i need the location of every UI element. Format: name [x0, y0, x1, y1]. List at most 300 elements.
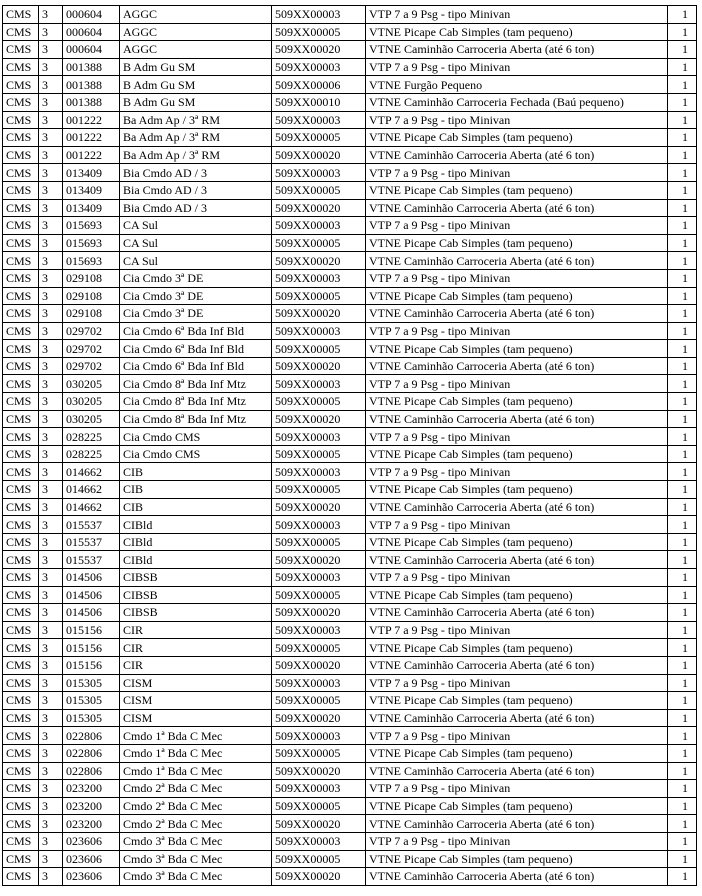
unit-name-cell: Cmdo 3ª Bda C Mec	[120, 868, 272, 886]
item-code-cell: 509XX00005	[272, 692, 366, 710]
table-row	[3, 322, 697, 340]
vehicle-description-cell: VTP 7 a 9 Psg - tipo Minivan	[366, 6, 668, 24]
unit-code-cell: 000604	[63, 6, 120, 24]
region-cell: 3	[39, 639, 63, 657]
table-row	[3, 516, 697, 534]
item-code-cell: 509XX00003	[272, 463, 366, 481]
command-cell: CMS	[3, 217, 39, 235]
quantity-cell: 1	[668, 234, 697, 252]
unit-name-cell: CA Sul	[120, 217, 272, 235]
command-cell: CMS	[3, 569, 39, 587]
table-row	[3, 639, 697, 657]
unit-code-cell: 029702	[63, 357, 120, 375]
unit-name-cell: Cia Cmdo CMS	[120, 445, 272, 463]
vehicle-description-cell: VTP 7 a 9 Psg - tipo Minivan	[366, 674, 668, 692]
quantity-cell: 1	[668, 217, 697, 235]
item-code-cell: 509XX00020	[272, 656, 366, 674]
command-cell: CMS	[3, 234, 39, 252]
quantity-cell: 1	[668, 481, 697, 499]
unit-name-cell: B Adm Gu SM	[120, 58, 272, 76]
quantity-cell: 1	[668, 621, 697, 639]
table-row	[3, 709, 697, 727]
quantity-cell: 1	[668, 551, 697, 569]
unit-name-cell: Cmdo 3ª Bda C Mec	[120, 832, 272, 850]
table-row	[3, 498, 697, 516]
vehicle-description-cell: VTNE Caminhão Carroceria Aberta (até 6 ton)	[366, 868, 668, 886]
unit-name-cell: AGGC	[120, 23, 272, 41]
unit-code-cell: 023606	[63, 850, 120, 868]
vehicle-description-cell: VTNE Picape Cab Simples (tam pequeno)	[366, 234, 668, 252]
quantity-cell: 1	[668, 287, 697, 305]
region-cell: 3	[39, 357, 63, 375]
command-cell: CMS	[3, 498, 39, 516]
quantity-cell: 1	[668, 604, 697, 622]
quantity-cell: 1	[668, 463, 697, 481]
vehicle-description-cell: VTNE Picape Cab Simples (tam pequeno)	[366, 287, 668, 305]
quantity-cell: 1	[668, 269, 697, 287]
region-cell: 3	[39, 850, 63, 868]
item-code-cell: 509XX00020	[272, 709, 366, 727]
table-row	[3, 357, 697, 375]
region-cell: 3	[39, 656, 63, 674]
item-code-cell: 509XX00005	[272, 481, 366, 499]
vehicle-description-cell: VTNE Picape Cab Simples (tam pequeno)	[366, 23, 668, 41]
item-code-cell: 509XX00005	[272, 234, 366, 252]
unit-code-cell: 022806	[63, 727, 120, 745]
command-cell: CMS	[3, 199, 39, 217]
unit-name-cell: Cia Cmdo 3ª DE	[120, 287, 272, 305]
unit-code-cell: 022806	[63, 744, 120, 762]
table-row	[3, 604, 697, 622]
command-cell: CMS	[3, 305, 39, 323]
unit-code-cell: 028225	[63, 445, 120, 463]
unit-name-cell: CISM	[120, 692, 272, 710]
table-row	[3, 41, 697, 59]
table-row	[3, 217, 697, 235]
vehicle-description-cell: VTNE Picape Cab Simples (tam pequeno)	[366, 340, 668, 358]
unit-name-cell: CIR	[120, 621, 272, 639]
unit-code-cell: 015537	[63, 516, 120, 534]
region-cell: 3	[39, 692, 63, 710]
unit-name-cell: CA Sul	[120, 234, 272, 252]
unit-name-cell: Ba Adm Ap / 3ª RM	[120, 129, 272, 147]
region-cell: 3	[39, 533, 63, 551]
unit-name-cell: CISM	[120, 709, 272, 727]
unit-name-cell: CIBSB	[120, 569, 272, 587]
quantity-cell: 1	[668, 76, 697, 94]
unit-code-cell: 014506	[63, 586, 120, 604]
command-cell: CMS	[3, 164, 39, 182]
command-cell: CMS	[3, 393, 39, 411]
command-cell: CMS	[3, 252, 39, 270]
unit-code-cell: 001388	[63, 58, 120, 76]
region-cell: 3	[39, 498, 63, 516]
unit-code-cell: 014662	[63, 498, 120, 516]
region-cell: 3	[39, 76, 63, 94]
vehicle-description-cell: VTNE Caminhão Carroceria Fechada (Baú pequeno)	[366, 93, 668, 111]
vehicle-description-cell: VTNE Caminhão Carroceria Aberta (até 6 ton)	[366, 252, 668, 270]
item-code-cell: 509XX00005	[272, 850, 366, 868]
unit-name-cell: Cmdo 2ª Bda C Mec	[120, 780, 272, 798]
command-cell: CMS	[3, 780, 39, 798]
vehicle-description-cell: VTNE Picape Cab Simples (tam pequeno)	[366, 639, 668, 657]
quantity-cell: 1	[668, 181, 697, 199]
command-cell: CMS	[3, 674, 39, 692]
vehicle-description-cell: VTP 7 a 9 Psg - tipo Minivan	[366, 217, 668, 235]
command-cell: CMS	[3, 709, 39, 727]
table-row	[3, 393, 697, 411]
unit-code-cell: 023200	[63, 815, 120, 833]
vehicle-description-cell: VTNE Caminhão Carroceria Aberta (até 6 ton)	[366, 762, 668, 780]
table-row	[3, 305, 697, 323]
item-code-cell: 509XX00005	[272, 744, 366, 762]
unit-code-cell: 001388	[63, 93, 120, 111]
region-cell: 3	[39, 93, 63, 111]
unit-code-cell: 015156	[63, 621, 120, 639]
item-code-cell: 509XX00020	[272, 357, 366, 375]
quantity-cell: 1	[668, 744, 697, 762]
vehicle-description-cell: VTP 7 a 9 Psg - tipo Minivan	[366, 164, 668, 182]
command-cell: CMS	[3, 551, 39, 569]
table-row	[3, 815, 697, 833]
unit-name-cell: AGGC	[120, 41, 272, 59]
unit-name-cell: Cmdo 2ª Bda C Mec	[120, 797, 272, 815]
quantity-cell: 1	[668, 832, 697, 850]
table-row	[3, 692, 697, 710]
table-row	[3, 656, 697, 674]
table-row	[3, 463, 697, 481]
unit-name-cell: CA Sul	[120, 252, 272, 270]
table-row	[3, 832, 697, 850]
region-cell: 3	[39, 217, 63, 235]
table-row	[3, 621, 697, 639]
region-cell: 3	[39, 463, 63, 481]
region-cell: 3	[39, 586, 63, 604]
quantity-cell: 1	[668, 780, 697, 798]
item-code-cell: 509XX00020	[272, 305, 366, 323]
item-code-cell: 509XX00020	[272, 551, 366, 569]
command-cell: CMS	[3, 410, 39, 428]
unit-code-cell: 001388	[63, 76, 120, 94]
command-cell: CMS	[3, 797, 39, 815]
unit-code-cell: 013409	[63, 199, 120, 217]
command-cell: CMS	[3, 656, 39, 674]
region-cell: 3	[39, 146, 63, 164]
command-cell: CMS	[3, 375, 39, 393]
quantity-cell: 1	[668, 674, 697, 692]
item-code-cell: 509XX00003	[272, 516, 366, 534]
quantity-cell: 1	[668, 428, 697, 446]
vehicle-description-cell: VTNE Picape Cab Simples (tam pequeno)	[366, 692, 668, 710]
table-row	[3, 181, 697, 199]
quantity-cell: 1	[668, 797, 697, 815]
quantity-cell: 1	[668, 410, 697, 428]
command-cell: CMS	[3, 111, 39, 129]
region-cell: 3	[39, 181, 63, 199]
region-cell: 3	[39, 393, 63, 411]
unit-name-cell: Cia Cmdo 8ª Bda Inf Mtz	[120, 410, 272, 428]
unit-code-cell: 001222	[63, 146, 120, 164]
quantity-cell: 1	[668, 375, 697, 393]
item-code-cell: 509XX00003	[272, 832, 366, 850]
unit-name-cell: Cia Cmdo 6ª Bda Inf Bld	[120, 340, 272, 358]
unit-code-cell: 013409	[63, 164, 120, 182]
item-code-cell: 509XX00005	[272, 393, 366, 411]
item-code-cell: 509XX00003	[272, 269, 366, 287]
region-cell: 3	[39, 674, 63, 692]
unit-name-cell: Bia Cmdo AD / 3	[120, 181, 272, 199]
region-cell: 3	[39, 797, 63, 815]
region-cell: 3	[39, 269, 63, 287]
vehicle-description-cell: VTP 7 a 9 Psg - tipo Minivan	[366, 111, 668, 129]
vehicle-description-cell: VTNE Caminhão Carroceria Aberta (até 6 ton)	[366, 604, 668, 622]
vehicle-description-cell: VTNE Furgão Pequeno	[366, 76, 668, 94]
unit-name-cell: CIBld	[120, 516, 272, 534]
region-cell: 3	[39, 445, 63, 463]
unit-code-cell: 015537	[63, 533, 120, 551]
region-cell: 3	[39, 199, 63, 217]
region-cell: 3	[39, 428, 63, 446]
item-code-cell: 509XX00005	[272, 23, 366, 41]
unit-code-cell: 023200	[63, 780, 120, 798]
region-cell: 3	[39, 621, 63, 639]
vehicle-description-cell: VTNE Caminhão Carroceria Aberta (até 6 ton)	[366, 199, 668, 217]
vehicle-description-cell: VTP 7 a 9 Psg - tipo Minivan	[366, 621, 668, 639]
item-code-cell: 509XX00005	[272, 586, 366, 604]
unit-code-cell: 014662	[63, 481, 120, 499]
item-code-cell: 509XX00005	[272, 639, 366, 657]
vehicle-description-cell: VTNE Caminhão Carroceria Aberta (até 6 ton)	[366, 146, 668, 164]
region-cell: 3	[39, 305, 63, 323]
table-row	[3, 199, 697, 217]
unit-name-cell: AGGC	[120, 6, 272, 24]
unit-code-cell: 015693	[63, 217, 120, 235]
table-row	[3, 744, 697, 762]
item-code-cell: 509XX00003	[272, 674, 366, 692]
table-row	[3, 340, 697, 358]
command-cell: CMS	[3, 868, 39, 886]
command-cell: CMS	[3, 516, 39, 534]
item-code-cell: 509XX00005	[272, 129, 366, 147]
table-row	[3, 93, 697, 111]
table-row	[3, 111, 697, 129]
unit-name-cell: B Adm Gu SM	[120, 93, 272, 111]
quantity-cell: 1	[668, 199, 697, 217]
vehicle-description-cell: VTNE Picape Cab Simples (tam pequeno)	[366, 181, 668, 199]
region-cell: 3	[39, 234, 63, 252]
item-code-cell: 509XX00003	[272, 217, 366, 235]
vehicle-allocation-table	[2, 5, 697, 886]
command-cell: CMS	[3, 428, 39, 446]
quantity-cell: 1	[668, 709, 697, 727]
table-row	[3, 76, 697, 94]
vehicle-description-cell: VTNE Caminhão Carroceria Aberta (até 6 ton)	[366, 656, 668, 674]
command-cell: CMS	[3, 146, 39, 164]
command-cell: CMS	[3, 445, 39, 463]
vehicle-description-cell: VTP 7 a 9 Psg - tipo Minivan	[366, 428, 668, 446]
table-row	[3, 569, 697, 587]
item-code-cell: 509XX00020	[272, 41, 366, 59]
vehicle-description-cell: VTNE Caminhão Carroceria Aberta (até 6 ton)	[366, 357, 668, 375]
vehicle-description-cell: VTNE Caminhão Carroceria Aberta (até 6 ton)	[366, 410, 668, 428]
region-cell: 3	[39, 551, 63, 569]
unit-code-cell: 023606	[63, 868, 120, 886]
unit-code-cell: 015156	[63, 656, 120, 674]
item-code-cell: 509XX00003	[272, 111, 366, 129]
region-cell: 3	[39, 516, 63, 534]
unit-code-cell: 013409	[63, 181, 120, 199]
unit-name-cell: CIR	[120, 656, 272, 674]
item-code-cell: 509XX00010	[272, 93, 366, 111]
unit-name-cell: CIBld	[120, 551, 272, 569]
command-cell: CMS	[3, 604, 39, 622]
command-cell: CMS	[3, 129, 39, 147]
command-cell: CMS	[3, 850, 39, 868]
region-cell: 3	[39, 709, 63, 727]
quantity-cell: 1	[668, 516, 697, 534]
table-row	[3, 234, 697, 252]
quantity-cell: 1	[668, 146, 697, 164]
item-code-cell: 509XX00006	[272, 76, 366, 94]
vehicle-description-cell: VTNE Picape Cab Simples (tam pequeno)	[366, 744, 668, 762]
unit-code-cell: 030205	[63, 410, 120, 428]
unit-code-cell: 014506	[63, 604, 120, 622]
region-cell: 3	[39, 164, 63, 182]
command-cell: CMS	[3, 639, 39, 657]
quantity-cell: 1	[668, 164, 697, 182]
item-code-cell: 509XX00003	[272, 780, 366, 798]
vehicle-description-cell: VTP 7 a 9 Psg - tipo Minivan	[366, 58, 668, 76]
item-code-cell: 509XX00003	[272, 621, 366, 639]
quantity-cell: 1	[668, 639, 697, 657]
region-cell: 3	[39, 868, 63, 886]
region-cell: 3	[39, 23, 63, 41]
region-cell: 3	[39, 6, 63, 24]
table-row	[3, 727, 697, 745]
unit-code-cell: 029702	[63, 322, 120, 340]
item-code-cell: 509XX00003	[272, 428, 366, 446]
vehicle-description-cell: VTP 7 a 9 Psg - tipo Minivan	[366, 780, 668, 798]
item-code-cell: 509XX00003	[272, 569, 366, 587]
unit-code-cell: 014506	[63, 569, 120, 587]
vehicle-description-cell: VTP 7 a 9 Psg - tipo Minivan	[366, 569, 668, 587]
unit-code-cell: 015156	[63, 639, 120, 657]
item-code-cell: 509XX00005	[272, 287, 366, 305]
command-cell: CMS	[3, 23, 39, 41]
vehicle-description-cell: VTNE Picape Cab Simples (tam pequeno)	[366, 129, 668, 147]
unit-name-cell: Ba Adm Ap / 3ª RM	[120, 111, 272, 129]
region-cell: 3	[39, 569, 63, 587]
table-row	[3, 850, 697, 868]
quantity-cell: 1	[668, 586, 697, 604]
unit-code-cell: 029702	[63, 340, 120, 358]
region-cell: 3	[39, 762, 63, 780]
table-row	[3, 6, 697, 24]
vehicle-description-cell: VTNE Caminhão Carroceria Aberta (até 6 ton)	[366, 498, 668, 516]
unit-name-cell: CIR	[120, 639, 272, 657]
command-cell: CMS	[3, 692, 39, 710]
command-cell: CMS	[3, 181, 39, 199]
item-code-cell: 509XX00020	[272, 146, 366, 164]
item-code-cell: 509XX00003	[272, 58, 366, 76]
vehicle-description-cell: VTNE Caminhão Carroceria Aberta (até 6 ton)	[366, 551, 668, 569]
vehicle-description-cell: VTP 7 a 9 Psg - tipo Minivan	[366, 832, 668, 850]
command-cell: CMS	[3, 727, 39, 745]
command-cell: CMS	[3, 76, 39, 94]
item-code-cell: 509XX00005	[272, 445, 366, 463]
region-cell: 3	[39, 111, 63, 129]
item-code-cell: 509XX00003	[272, 727, 366, 745]
region-cell: 3	[39, 727, 63, 745]
region-cell: 3	[39, 815, 63, 833]
region-cell: 3	[39, 287, 63, 305]
vehicle-description-cell: VTP 7 a 9 Psg - tipo Minivan	[366, 727, 668, 745]
vehicle-description-cell: VTP 7 a 9 Psg - tipo Minivan	[366, 463, 668, 481]
item-code-cell: 509XX00003	[272, 164, 366, 182]
unit-code-cell: 023200	[63, 797, 120, 815]
quantity-cell: 1	[668, 850, 697, 868]
table-row	[3, 762, 697, 780]
region-cell: 3	[39, 832, 63, 850]
unit-code-cell: 030205	[63, 393, 120, 411]
command-cell: CMS	[3, 533, 39, 551]
command-cell: CMS	[3, 586, 39, 604]
quantity-cell: 1	[668, 41, 697, 59]
quantity-cell: 1	[668, 305, 697, 323]
table-row	[3, 164, 697, 182]
region-cell: 3	[39, 481, 63, 499]
vehicle-description-cell: VTNE Caminhão Carroceria Aberta (até 6 ton)	[366, 305, 668, 323]
quantity-cell: 1	[668, 445, 697, 463]
table-row	[3, 23, 697, 41]
table-row	[3, 252, 697, 270]
table-row	[3, 551, 697, 569]
unit-code-cell: 023606	[63, 832, 120, 850]
unit-code-cell: 001222	[63, 111, 120, 129]
vehicle-description-cell: VTNE Picape Cab Simples (tam pequeno)	[366, 393, 668, 411]
command-cell: CMS	[3, 744, 39, 762]
table-row	[3, 586, 697, 604]
unit-code-cell: 030205	[63, 375, 120, 393]
table-row	[3, 445, 697, 463]
item-code-cell: 509XX00020	[272, 410, 366, 428]
unit-code-cell: 015693	[63, 252, 120, 270]
unit-name-cell: CIBSB	[120, 586, 272, 604]
quantity-cell: 1	[668, 23, 697, 41]
quantity-cell: 1	[668, 6, 697, 24]
table-row	[3, 674, 697, 692]
unit-name-cell: Cia Cmdo 6ª Bda Inf Bld	[120, 322, 272, 340]
command-cell: CMS	[3, 340, 39, 358]
quantity-cell: 1	[668, 58, 697, 76]
quantity-cell: 1	[668, 322, 697, 340]
table-row	[3, 428, 697, 446]
vehicle-description-cell: VTNE Caminhão Carroceria Aberta (até 6 ton)	[366, 709, 668, 727]
item-code-cell: 509XX00020	[272, 252, 366, 270]
unit-code-cell: 022806	[63, 762, 120, 780]
unit-code-cell: 015537	[63, 551, 120, 569]
table-row	[3, 58, 697, 76]
quantity-cell: 1	[668, 656, 697, 674]
region-cell: 3	[39, 322, 63, 340]
table-row	[3, 375, 697, 393]
command-cell: CMS	[3, 481, 39, 499]
region-cell: 3	[39, 58, 63, 76]
item-code-cell: 509XX00005	[272, 181, 366, 199]
item-code-cell: 509XX00020	[272, 815, 366, 833]
unit-name-cell: Bia Cmdo AD / 3	[120, 164, 272, 182]
item-code-cell: 509XX00003	[272, 6, 366, 24]
